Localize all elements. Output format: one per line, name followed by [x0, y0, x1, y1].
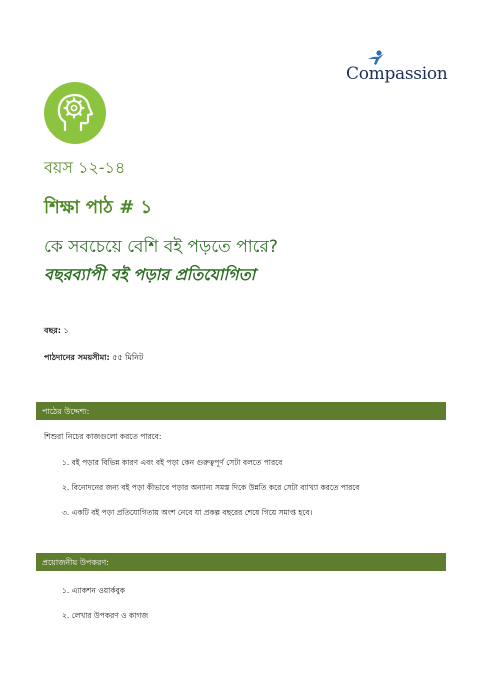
compassion-logo	[346, 50, 446, 90]
head-gear-icon	[55, 92, 95, 134]
year-line	[44, 325, 69, 338]
objectives-heading-bar	[36, 402, 446, 420]
age-range: বয়স ১২-১৪	[44, 158, 126, 177]
materials-heading: প্রয়োজনীয় উপকরণ:	[42, 558, 109, 567]
lesson-subtitle: বছরব্যাপী বই পড়ার প্রতিযোগিতা	[44, 265, 256, 284]
lesson-number: শিক্ষা পাঠ # ১	[44, 197, 153, 218]
material-item: ১. এ্যাকশন ওয়ার্কবুক	[62, 586, 126, 595]
duration-value: ৫৫ মিনিট	[109, 353, 144, 362]
duration-line	[44, 352, 143, 365]
duration-label: পাঠদানের সময়সীমা:	[44, 353, 110, 362]
logo-text: Compassion	[346, 64, 448, 84]
lesson-badge	[44, 82, 106, 144]
lesson-title: কে সবচেয়ে বেশি বই পড়তে পারে?	[44, 237, 278, 257]
objective-item: ৩. একটি বই পড়া প্রতিযোগিতায় অংশ নেবে যা প্রকল্প বছরের শেষে গিয়ে সমাপ্ত হবে।	[62, 508, 313, 517]
objective-item: ২. বিনোদনের জন্য বই পড়া কীভাবে পড়ার অন্যান্য সমস্ত দিকে উন্নতি করে সেটা ব্যাখ্যা করতে পারবে	[62, 483, 360, 492]
materials-heading-bar	[36, 553, 446, 571]
objectives-intro: শিশুরা নিচের কাজগুলো করতে পারবে:	[44, 432, 162, 441]
objectives-heading: পাঠের উদ্দেশ্য:	[42, 407, 90, 416]
year-value: ১	[60, 326, 69, 335]
material-item: ২. লেখার উপকরণ ও কাগজ	[62, 611, 149, 620]
objective-item: ১. বই পড়ার বিভিন্ন কারণ এবং বই পড়া কেন গুরুত্বপূর্ণ সেটা বলতে পারবে	[62, 458, 283, 467]
year-label: বছর:	[44, 326, 61, 335]
